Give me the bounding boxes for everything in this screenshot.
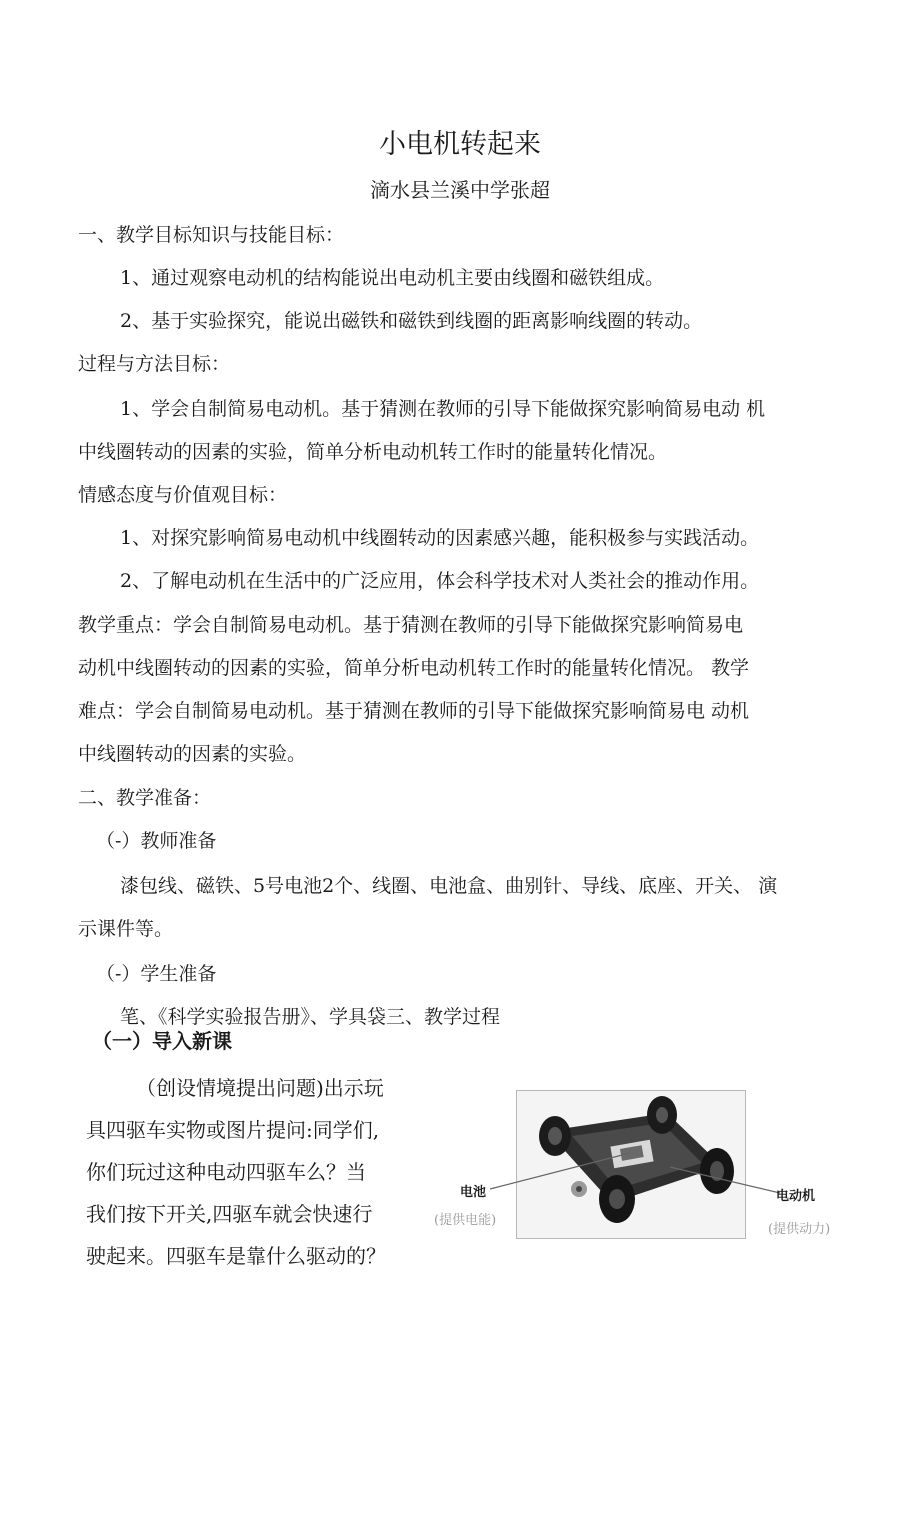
intro-line: 我们按下开关,四驱车就会快速行 bbox=[86, 1202, 373, 1226]
battery-note: (提供电能) bbox=[434, 1213, 497, 1228]
text-line: 动机中线圈转动的因素的实验，简单分析电动机转工作时的能量转化情况。 教学 bbox=[78, 657, 750, 679]
text-line: 1、对探究影响简易电动机中线圈转动的因素感兴趣，能积极参与实践活动。 bbox=[120, 527, 760, 549]
intro-line: 你们玩过这种电动四驱车么？当 bbox=[86, 1160, 366, 1184]
text-line: （-）教师准备 bbox=[96, 830, 217, 852]
text-line: （-）学生准备 bbox=[96, 963, 217, 985]
text-line: 1、学会自制简易电动机。基于猜测在教师的引导下能做探究影响简易电动 机 bbox=[120, 398, 766, 420]
text-line: 难点：学会自制简易电动机。基于猜测在教师的引导下能做探究影响简易电 动机 bbox=[78, 700, 750, 722]
text-line: 情感态度与价值观目标： bbox=[78, 484, 288, 506]
intro-line: 驶起来。四驱车是靠什么驱动的？ bbox=[86, 1244, 386, 1268]
text-line: 教学重点：学会自制简易电动机。基于猜测在教师的引导下能做探究影响简易电 bbox=[78, 614, 744, 636]
text-line: 中线圈转动的因素的实验，简单分析电动机转工作时的能量转化情况。 bbox=[78, 441, 668, 463]
battery-label: 电池 bbox=[460, 1185, 487, 1200]
text-line: 2、基于实验探究，能说出磁铁和磁铁到线圈的距离影响线圈的转动。 bbox=[120, 310, 703, 332]
intro-line: （创设情境提出问题)出示玩 bbox=[136, 1076, 384, 1100]
author-line: 滴水县兰溪中学张超 bbox=[370, 178, 550, 202]
motor-note: (提供动力) bbox=[768, 1222, 831, 1237]
text-line: 2、了解电动机在生活中的广泛应用，体会科学技术对人类社会的推动作用。 bbox=[120, 570, 760, 592]
four-wheel-car-figure bbox=[430, 1085, 850, 1245]
text-line: 二、教学准备： bbox=[78, 787, 212, 809]
section-heading: （一）导入新课 bbox=[92, 1029, 232, 1053]
page-title: 小电机转起来 bbox=[379, 129, 541, 160]
text-line: 一、教学目标知识与技能目标： bbox=[78, 224, 345, 246]
motor-label: 电动机 bbox=[776, 1189, 816, 1204]
text-line: 笔、《科学实验报告册》、学具袋三、教学过程 bbox=[120, 1006, 501, 1028]
text-line: 1、通过观察电动机的结构能说出电动机主要由线圈和磁铁组成。 bbox=[120, 267, 665, 289]
text-line: 示课件等。 bbox=[78, 918, 174, 940]
text-line: 过程与方法目标： bbox=[78, 353, 231, 375]
text-line: 漆包线、磁铁、5号电池2个、线圈、电池盒、曲别针、导线、底座、开关、 演 bbox=[120, 875, 778, 897]
intro-line: 具四驱车实物或图片提问:同学们, bbox=[86, 1118, 380, 1142]
text-line: 中线圈转动的因素的实验。 bbox=[78, 743, 307, 765]
